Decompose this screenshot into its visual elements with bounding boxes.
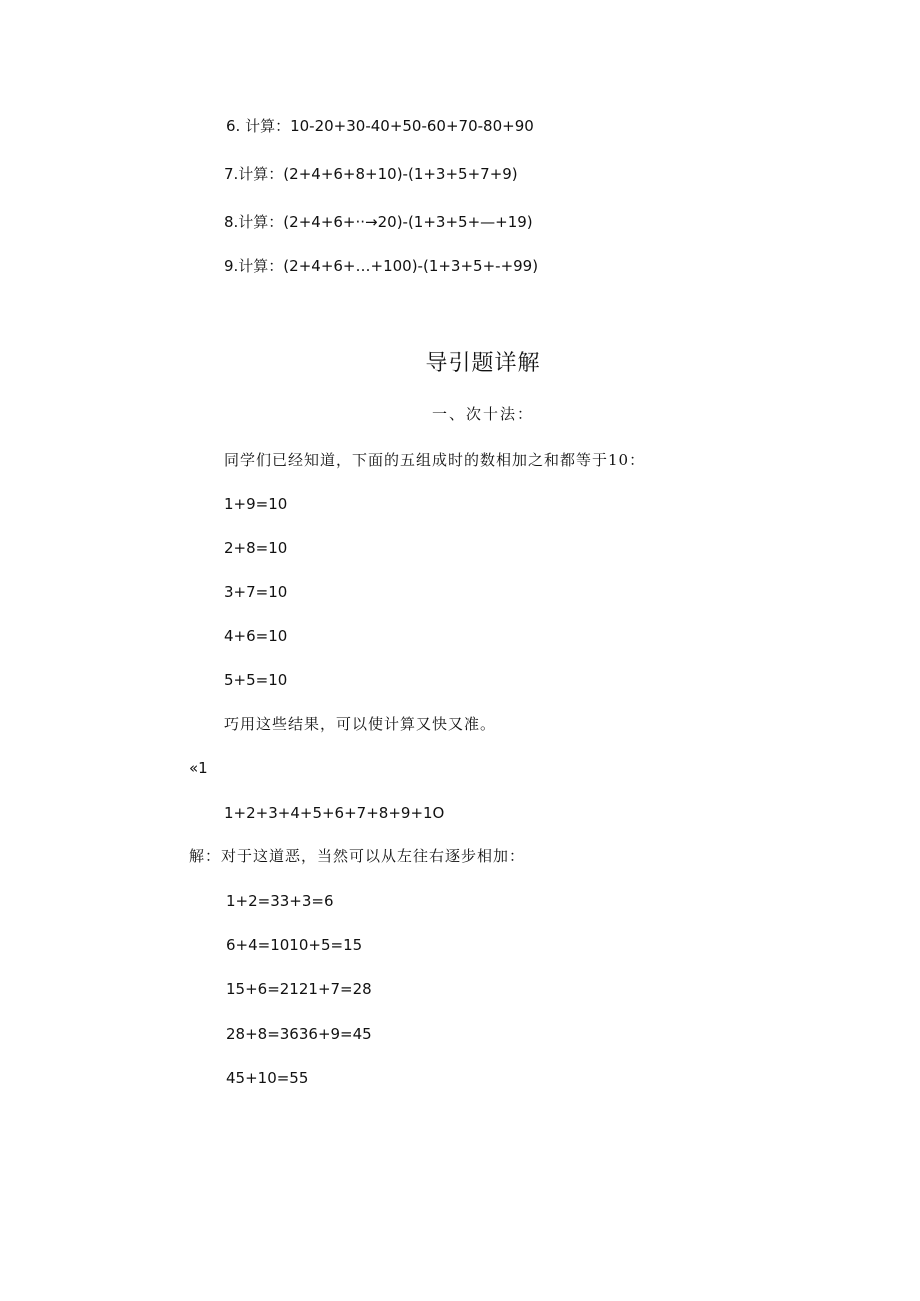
problem-9: 9.计算：(2+4+6+…+100)-(1+3+5+-+99): [224, 257, 539, 275]
example-marker: «1: [189, 759, 208, 777]
solution-step-1: 1+2=33+3=6: [226, 892, 334, 910]
intro-paragraph: 同学们已经知道，下面的五组成时的数相加之和都等于10：: [224, 451, 646, 469]
sum-pair-4: 4+6=10: [224, 627, 288, 645]
sum-pair-5: 5+5=10: [224, 671, 288, 689]
solution-step-3: 15+6=2121+7=28: [226, 980, 372, 998]
conclusion-text: 巧用这些结果，可以使计算又快又准。: [224, 715, 497, 733]
solution-step-4: 28+8=3636+9=45: [226, 1025, 372, 1043]
subsection-title: 一、次十法：: [431, 405, 534, 423]
solution-step-5: 45+10=55: [226, 1069, 309, 1087]
problem-7: 7.计算：(2+4+6+8+10)-(1+3+5+7+9): [224, 165, 518, 183]
solution-step-2: 6+4=1010+5=15: [226, 936, 363, 954]
sum-pair-2: 2+8=10: [224, 539, 288, 557]
sum-pair-1: 1+9=10: [224, 495, 288, 513]
problem-6: 6. 计算：10-20+30-40+50-60+70-80+90: [226, 117, 534, 135]
sum-pair-3: 3+7=10: [224, 583, 288, 601]
solution-intro: 解：对于这道恶，当然可以从左往右逐步相加：: [189, 847, 526, 865]
problem-8: 8.计算：(2+4+6+··→20)-(1+3+5+—+19): [224, 213, 533, 231]
example-expression: 1+2+3+4+5+6+7+8+9+1O: [224, 804, 445, 822]
section-title: 导引题详解: [425, 351, 541, 376]
